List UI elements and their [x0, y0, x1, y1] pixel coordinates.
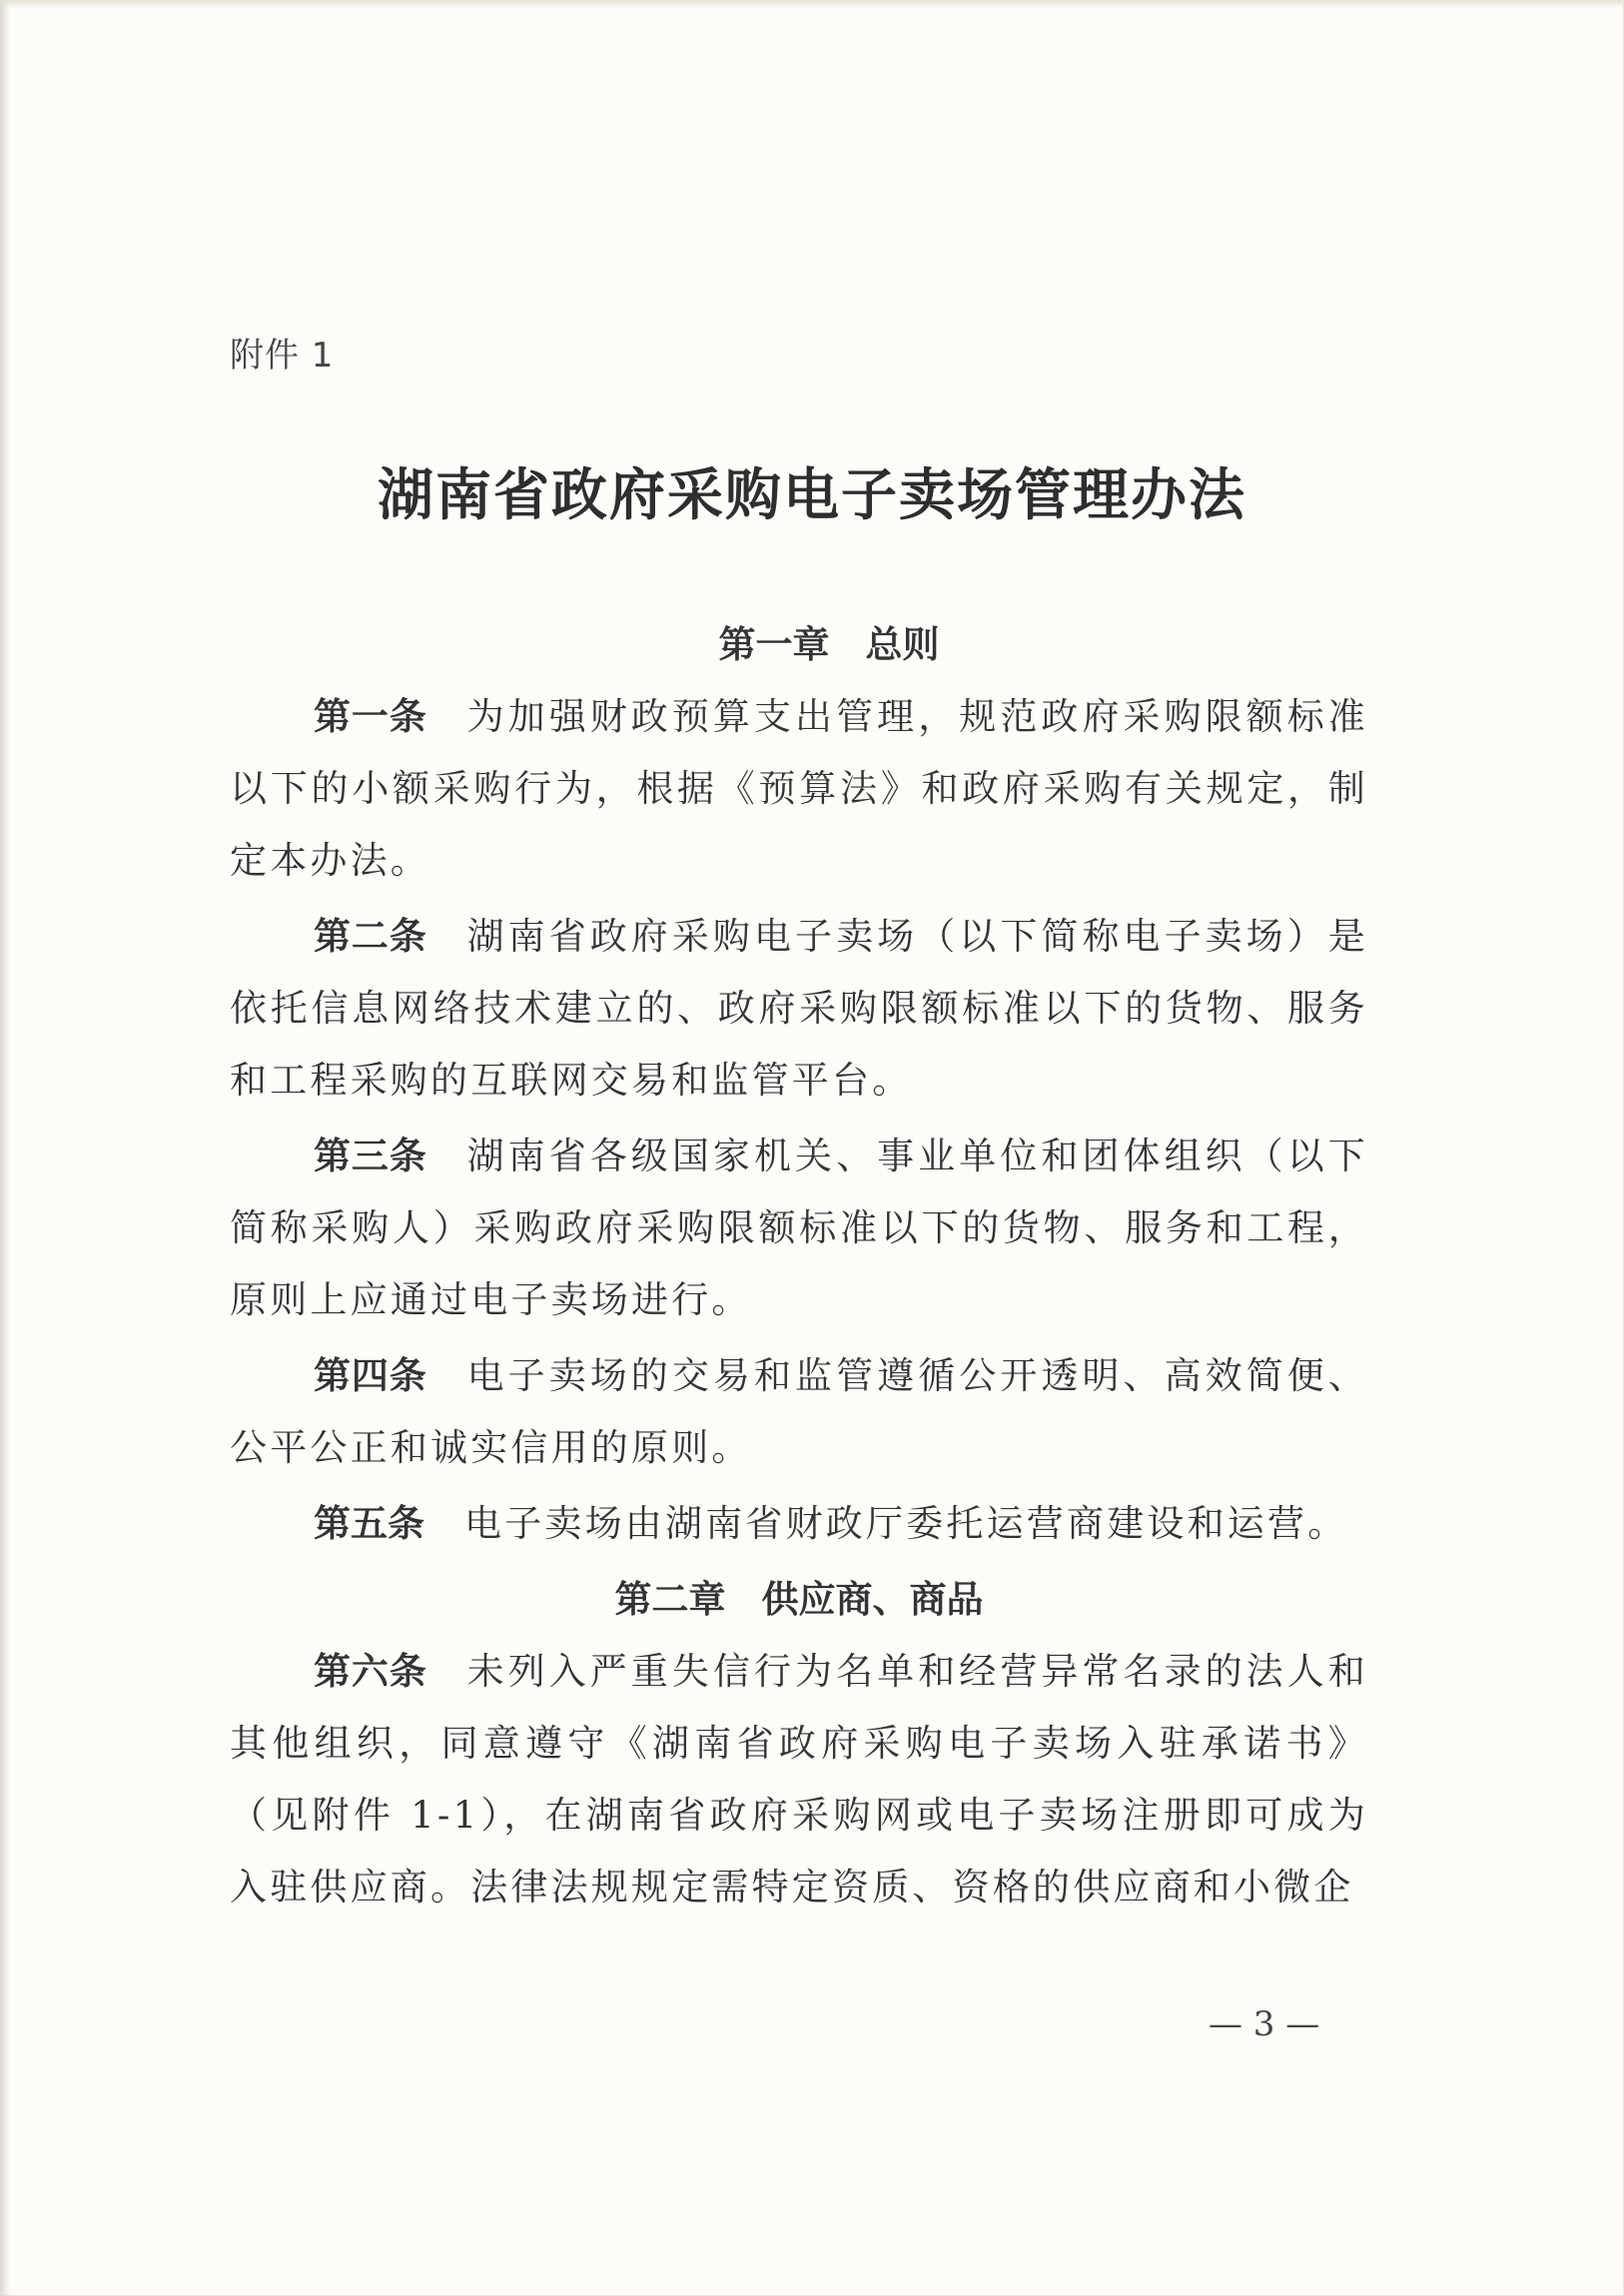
- article-text: 未列入严重失信行为名单和经营异常名录的法人和其他组织，同意遵守《湖南省政府采购电子卖场入驻承诺书》（见附件 1-1），在湖南省政府采购网或电子卖场注册即可成为入驻供应商。法律法规规定需特定资质、资格的供应商和小微企: [230, 1650, 1368, 1909]
- article-text: 电子卖场的交易和监管遵循公开透明、高效简便、公平公正和诚实信用的原则。: [230, 1354, 1368, 1469]
- chapter-number: 第一章: [718, 623, 830, 666]
- chapter-name: 总则: [865, 623, 940, 666]
- article: [230, 1340, 1368, 1484]
- article: [230, 681, 1368, 897]
- attachment-label: 附件 1: [230, 336, 335, 376]
- scan-edge: [0, 0, 1624, 8]
- article-number: 第六条: [314, 1650, 427, 1693]
- article-text: 湖南省各级国家机关、事业单位和团体组织（以下简称采购人）采购政府采购限额标准以下的货物、服务和工程，原则上应通过电子卖场进行。: [230, 1135, 1368, 1321]
- article: [230, 1488, 1368, 1560]
- chapter-heading: [290, 609, 1368, 681]
- chapter-name: 供应商、商品: [761, 1578, 984, 1621]
- article: [230, 901, 1368, 1117]
- article-text: 电子卖场由湖南省财政厅委托运营商建设和运营。: [464, 1502, 1348, 1545]
- article: [230, 1636, 1368, 1923]
- document-body: [230, 609, 1368, 1927]
- article-number: 第五条: [314, 1502, 424, 1545]
- article-number: 第二条: [314, 915, 427, 958]
- article-text: 为加强财政预算支出管理，规范政府采购限额标准以下的小额采购行为，根据《预算法》和政府采购有关规定，制定本办法。: [230, 695, 1368, 882]
- article: [230, 1121, 1368, 1336]
- document-title: 湖南省政府采购电子卖场管理办法: [378, 462, 1246, 528]
- page-number: — 3 —: [1209, 2004, 1320, 2044]
- scan-edge: [0, 0, 10, 2296]
- chapter-number: 第二章: [614, 1578, 726, 1621]
- article-text: 湖南省政府采购电子卖场（以下简称电子卖场）是依托信息网络技术建立的、政府采购限额标准以下的货物、服务和工程采购的互联网交易和监管平台。: [230, 915, 1368, 1102]
- article-number: 第三条: [314, 1135, 427, 1177]
- chapter-heading: [230, 1564, 1368, 1636]
- article-number: 第四条: [314, 1354, 427, 1397]
- article-number: 第一条: [314, 695, 427, 738]
